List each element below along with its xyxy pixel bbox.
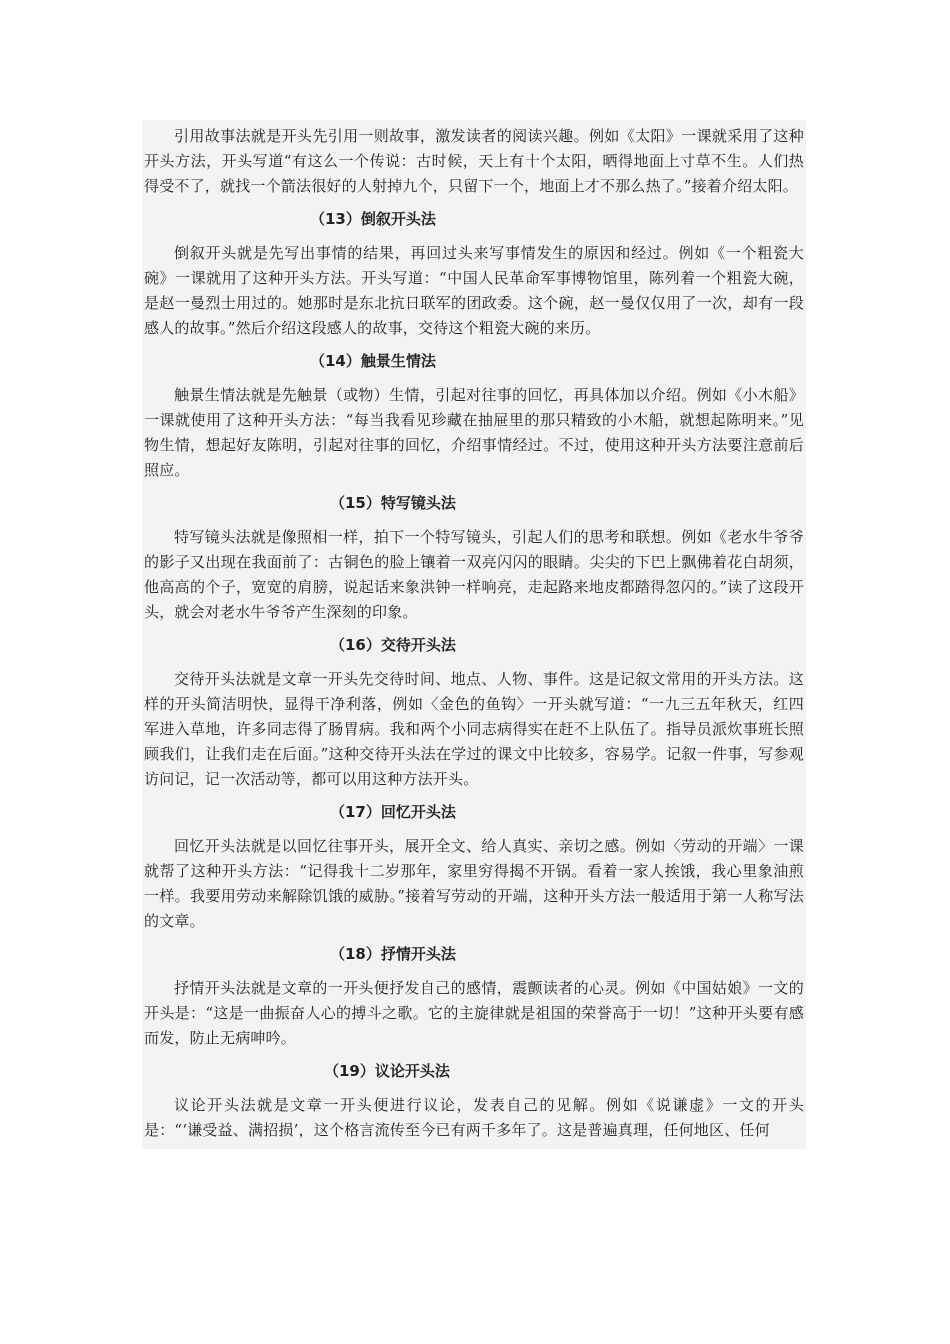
paragraph-15: 特写镜头法就是像照相一样，拍下一个特写镜头，引起人们的思考和联想。例如《老水牛爷爷的影子又出现在我面前了：古铜色的脸上镶着一双亮闪闪的眼睛。尖尖的下巴上飘佛着花白胡须，他高高的个子，宽宽的肩膀，说起话来象洪钟一样响亮，走起路来地皮都踏得忽闪的。”读了这段开头，就会对老水牛爷爷产生深刻的印象。 xyxy=(144,528,804,621)
section-heading-15: （15）特写镜头法 xyxy=(330,494,456,512)
section-heading-16: （16）交待开头法 xyxy=(330,636,456,654)
section-heading-13: （13）倒叙开头法 xyxy=(310,210,436,228)
paragraph-13: 倒叙开头就是先写出事情的结果，再回过头来写事情发生的原因和经过。例如《一个粗瓷大碗》一课就用了这种开头方法。开头写道：“中国人民革命军事博物馆里，陈列着一个粗瓷大碗，是赵一曼烈士用过的。她那时是东北抗日联军的团政委。这个碗，赵一曼仅仅用了一次，却有一段感人的故事。”然后介绍这段感人的故事，交待这个粗瓷大碗的来历。 xyxy=(144,244,804,337)
paragraph-intro: 引用故事法就是开头先引用一则故事，激发读者的阅读兴趣。例如《太阳》一课就采用了这种开头方法，开头写道“有这么一个传说：古时候，天上有十个太阳，晒得地面上寸草不生。人们热得受不了，就找一个箭法很好的人射掉九个，只留下一个，地面上才不那么热了。”接着介绍太阳。 xyxy=(144,127,804,195)
paragraph-17: 回忆开头法就是以回忆往事开头，展开全文、给人真实、亲切之感。例如〈劳动的开端〉一课就帮了这种开头方法：“记得我十二岁那年，家里穷得揭不开锅。看着一家人挨饿，我心里象油煎一样。我要用劳动来解除饥饿的威胁。”接着写劳动的开端，这种开头方法一般适用于第一人称写法的文章。 xyxy=(144,837,804,930)
section-heading-18: （18）抒情开头法 xyxy=(330,945,456,963)
section-heading-17: （17）回忆开头法 xyxy=(330,803,456,821)
document-body xyxy=(142,120,806,1149)
paragraph-18: 抒情开头法就是文章的一开头便抒发自己的感情，震颤读者的心灵。例如《中国姑娘》一文的开头是：“这是一曲振奋人心的搏斗之歌。它的主旋律就是祖国的荣誉高于一切！”这种开头要有感而发，防止无病呻吟。 xyxy=(144,979,804,1047)
paragraph-14: 触景生情法就是先触景（或物）生情，引起对往事的回忆，再具体加以介绍。例如《小木船》一课就使用了这种开头方法：“每当我看见珍藏在抽屉里的那只精致的小木船，就想起陈明来。”见物生情，想起好友陈明，引起对往事的回忆，介绍事情经过。不过，使用这种开头方法要注意前后照应。 xyxy=(144,386,804,479)
section-heading-19: （19）议论开头法 xyxy=(324,1062,450,1080)
paragraph-16: 交待开头法就是文章一开头先交待时间、地点、人物、事件。这是记叙文常用的开头方法。这样的开头简洁明快，显得干净利落，例如〈金色的鱼钩〉一开头就写道：“一九三五年秋天，红四军进入草地，许多同志得了肠胃病。我和两个小同志病得实在赶不上队伍了。指导员派炊事班长照顾我们，让我们走在后面。”这种交待开头法在学过的课文中比较多，容易学。记叙一件事，写参观访问记，记一次活动等，都可以用这种方法开头。 xyxy=(144,670,804,788)
paragraph-19: 议论开头法就是文章一开头便进行议论，发表自己的见解。例如《说谦虚》一文的开头是：“‘谦受益、满招损’，这个格言流传至今已有两千多年了。这是普遍真理，任何地区、任何 xyxy=(144,1096,804,1139)
section-heading-14: （14）触景生情法 xyxy=(310,352,436,370)
